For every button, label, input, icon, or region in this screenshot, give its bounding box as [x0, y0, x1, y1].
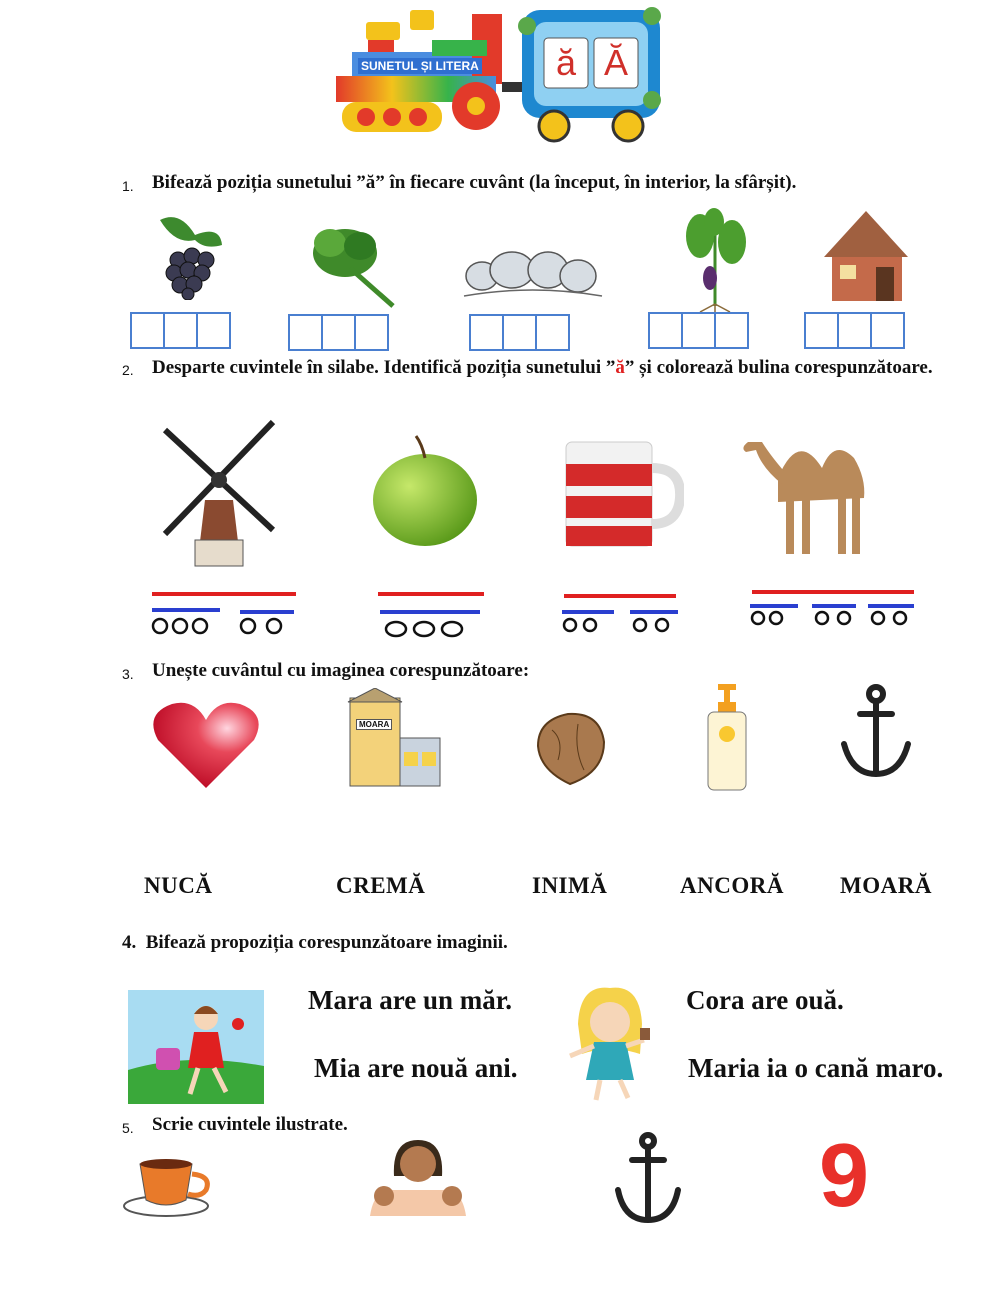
letter-uppercase: Ă [603, 42, 628, 83]
camel-icon [738, 428, 882, 558]
windmill-icon [155, 410, 283, 568]
ex1-boxes-3[interactable] [471, 314, 570, 351]
ex2-instruction-text-2: ” și colorează bulina corespunzătoare. [624, 357, 933, 378]
ex1-boxes-1[interactable] [132, 312, 231, 349]
girl-with-mug-picture [560, 984, 656, 1106]
stones-icon [462, 234, 604, 302]
ex5-number: 5. [122, 1120, 134, 1136]
ex1-number: 1. [122, 178, 134, 194]
blackberry-icon [150, 210, 230, 300]
ex1-boxes-4[interactable] [650, 312, 749, 349]
cup-icon [122, 1156, 214, 1218]
dill-icon [305, 218, 397, 308]
ex1-boxes-5[interactable] [806, 312, 905, 349]
ex3-instruction: Unește cuvântul cu imaginea corespunzătoare: [152, 660, 530, 681]
ex4-number: 4. [122, 932, 137, 953]
mill-building-icon [344, 688, 444, 788]
ex3-number: 3. [122, 666, 134, 682]
eggplant-plant-icon [680, 206, 750, 312]
mug-icon [558, 438, 684, 552]
banner-text: SUNETUL ȘI LITERA [358, 58, 482, 74]
green-apple-icon [370, 434, 480, 548]
sentence-maria[interactable]: Maria ia o cană maro. [688, 1053, 944, 1083]
girl-icon [364, 1136, 472, 1222]
cottage-icon [824, 207, 908, 303]
girl-with-apple-picture [128, 990, 264, 1104]
word-nuca[interactable]: NUCĂ [144, 873, 213, 898]
anchor-icon[interactable] [838, 684, 914, 782]
word-crema[interactable]: CREMĂ [336, 873, 426, 898]
cream-bottle-icon[interactable] [704, 684, 750, 792]
syllable-scheme-2 [376, 588, 488, 640]
ex1-instruction: Bifează poziția sunetului ”ă” în fiecare cuvânt (la început, în interior, la sfârșit). [152, 172, 797, 193]
sentence-cora[interactable]: Cora are ouă. [686, 985, 844, 1015]
mill-sign: MOARA [356, 719, 392, 730]
mill-building-picture[interactable] [344, 688, 444, 788]
sentence-mara[interactable]: Mara are un măr. [308, 985, 512, 1015]
ex4-header [122, 932, 508, 954]
header-train [322, 0, 664, 146]
ex2-instruction [152, 355, 974, 380]
ex2-highlight-letter: ă [615, 357, 625, 378]
anchor-icon-2 [612, 1132, 684, 1226]
syllable-scheme-3 [560, 590, 680, 636]
number-nine-icon: 9 [818, 1126, 870, 1226]
letter-lowercase: ă [555, 42, 577, 83]
heart-icon[interactable] [150, 700, 262, 790]
ex2-instruction-text-1: Desparte cuvintele în silabe. Identifică poziția sunetului ” [152, 357, 616, 378]
ex4-instruction: Bifează propoziția corespunzătoare imaginii. [145, 932, 508, 953]
ex5-instruction: Scrie cuvintele ilustrate. [152, 1114, 348, 1135]
syllable-scheme-4 [748, 586, 918, 632]
word-ancora[interactable]: ANCORĂ [680, 873, 784, 898]
sentence-mia[interactable]: Mia are nouă ani. [314, 1053, 518, 1083]
word-inima[interactable]: INIMĂ [532, 873, 608, 898]
walnut-icon[interactable] [534, 710, 606, 786]
word-moara[interactable]: MOARĂ [840, 873, 932, 898]
syllable-scheme-1 [148, 588, 300, 638]
ex1-boxes-2[interactable] [290, 314, 389, 351]
ex2-number: 2. [122, 362, 134, 378]
